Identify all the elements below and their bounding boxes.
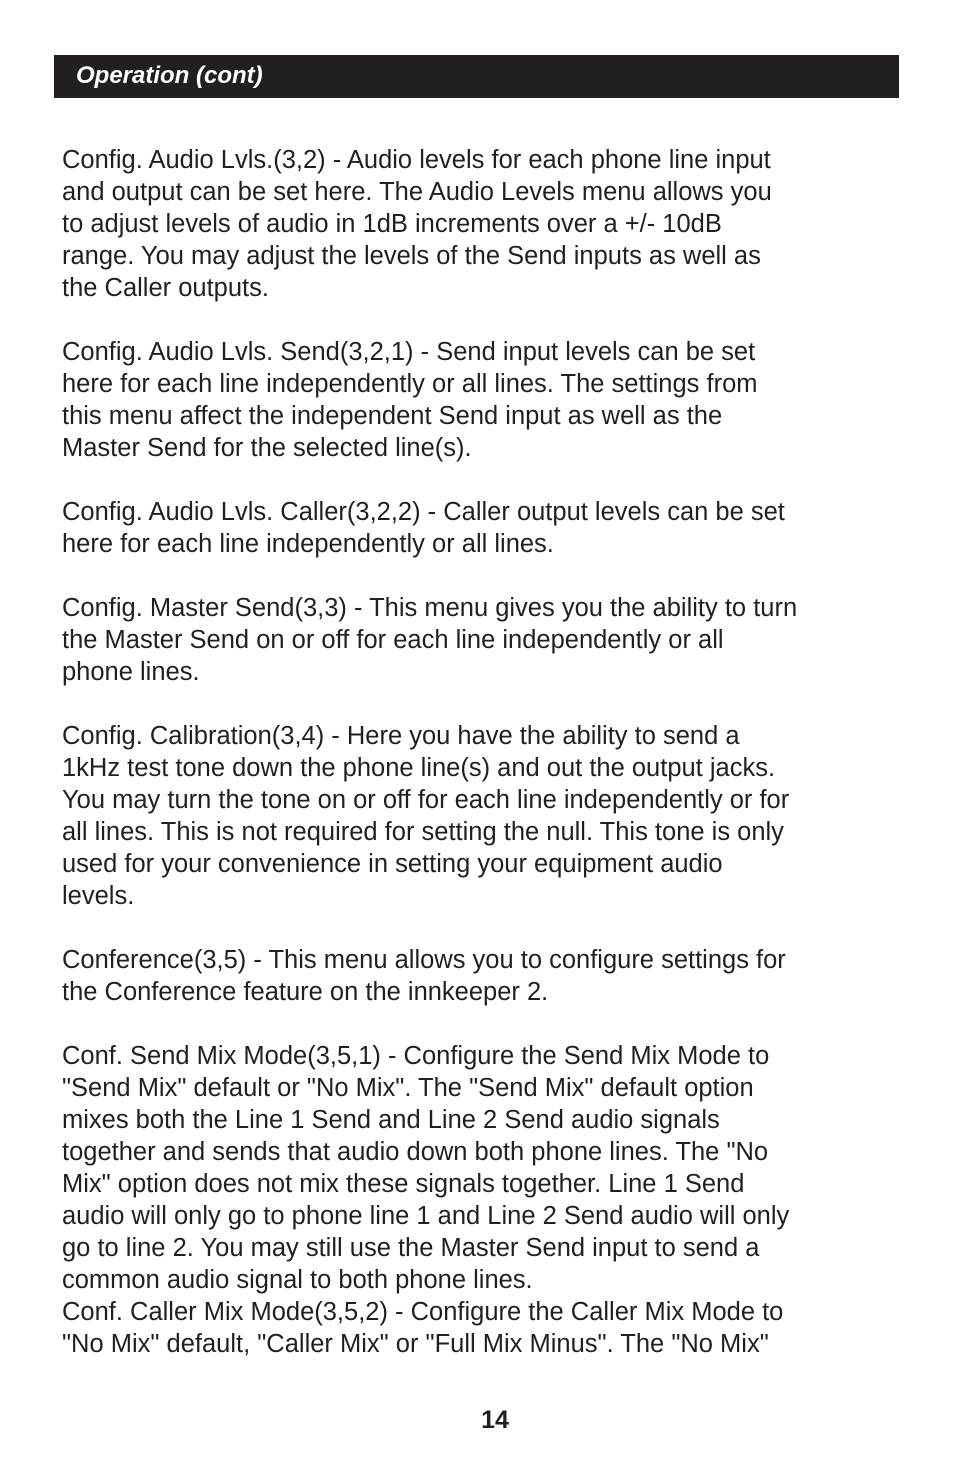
- text-line: mixes both the Line 1 Send and Line 2 Send audio signals: [62, 1106, 720, 1134]
- text-line: range. You may adjust the levels of the Send inputs as well as: [62, 242, 761, 270]
- text-line: Config. Audio Lvls. Caller(3,2,2) - Caller output levels can be set: [62, 498, 785, 526]
- text-line: all lines. This is not required for setting the null. This tone is only: [62, 818, 784, 846]
- text-line: common audio signal to both phone lines.: [62, 1266, 533, 1294]
- paragraph-send-mix-mode: [62, 1040, 922, 1296]
- paragraph-master-send: [62, 592, 922, 688]
- text-line: Conf. Send Mix Mode(3,5,1) - Configure the Send Mix Mode to: [62, 1042, 770, 1070]
- text-line: together and sends that audio down both phone lines. The "No: [62, 1138, 769, 1166]
- text-line: Mix" option does not mix these signals together. Line 1 Send: [62, 1170, 745, 1198]
- section-title: Operation (cont): [76, 62, 263, 89]
- text-line: Conference(3,5) - This menu allows you to configure settings for: [62, 946, 786, 974]
- paragraph-caller-levels: [62, 496, 922, 560]
- text-line: this menu affect the independent Send input as well as the: [62, 402, 723, 430]
- text-line: 1kHz test tone down the phone line(s) and out the output jacks.: [62, 754, 776, 782]
- text-line: levels.: [62, 882, 135, 910]
- text-line: Config. Audio Lvls.(3,2) - Audio levels for each phone line input: [62, 146, 771, 174]
- text-line: Config. Audio Lvls. Send(3,2,1) - Send input levels can be set: [62, 338, 756, 366]
- text-line: used for your convenience in setting your equipment audio: [62, 850, 723, 878]
- text-line: Conf. Caller Mix Mode(3,5,2) - Configure the Caller Mix Mode to: [62, 1298, 784, 1326]
- text-line: to adjust levels of audio in 1dB increments over a +/- 10dB: [62, 210, 722, 238]
- text-line: "Send Mix" default or "No Mix". The "Send Mix" default option: [62, 1074, 754, 1102]
- paragraph-caller-mix-mode: [62, 1296, 922, 1360]
- body-text: [62, 144, 922, 1360]
- text-line: the Caller outputs.: [62, 274, 269, 302]
- text-line: and output can be set here. The Audio Levels menu allows you: [62, 178, 772, 206]
- paragraph-send-levels: [62, 336, 922, 464]
- text-line: Config. Calibration(3,4) - Here you have the ability to send a: [62, 722, 740, 750]
- text-line: You may turn the tone on or off for each line independently or for: [62, 786, 790, 814]
- text-line: here for each line independently or all lines.: [62, 530, 554, 558]
- paragraph-calibration: [62, 720, 922, 912]
- text-line: here for each line independently or all lines. The settings from: [62, 370, 758, 398]
- text-line: audio will only go to phone line 1 and Line 2 Send audio will only: [62, 1202, 790, 1230]
- text-line: Config. Master Send(3,3) - This menu gives you the ability to turn: [62, 594, 798, 622]
- text-line: "No Mix" default, "Caller Mix" or "Full Mix Minus". The "No Mix": [62, 1330, 769, 1358]
- section-header-bar: [54, 55, 899, 98]
- paragraph-audio-levels: [62, 144, 922, 304]
- text-line: phone lines.: [62, 658, 200, 686]
- text-line: Master Send for the selected line(s).: [62, 434, 472, 462]
- paragraph-conference: [62, 944, 922, 1008]
- text-line: go to line 2. You may still use the Master Send input to send a: [62, 1234, 760, 1262]
- text-line: the Master Send on or off for each line independently or all: [62, 626, 724, 654]
- page-number: 14: [481, 1406, 509, 1434]
- text-line: the Conference feature on the innkeeper 2.: [62, 978, 549, 1006]
